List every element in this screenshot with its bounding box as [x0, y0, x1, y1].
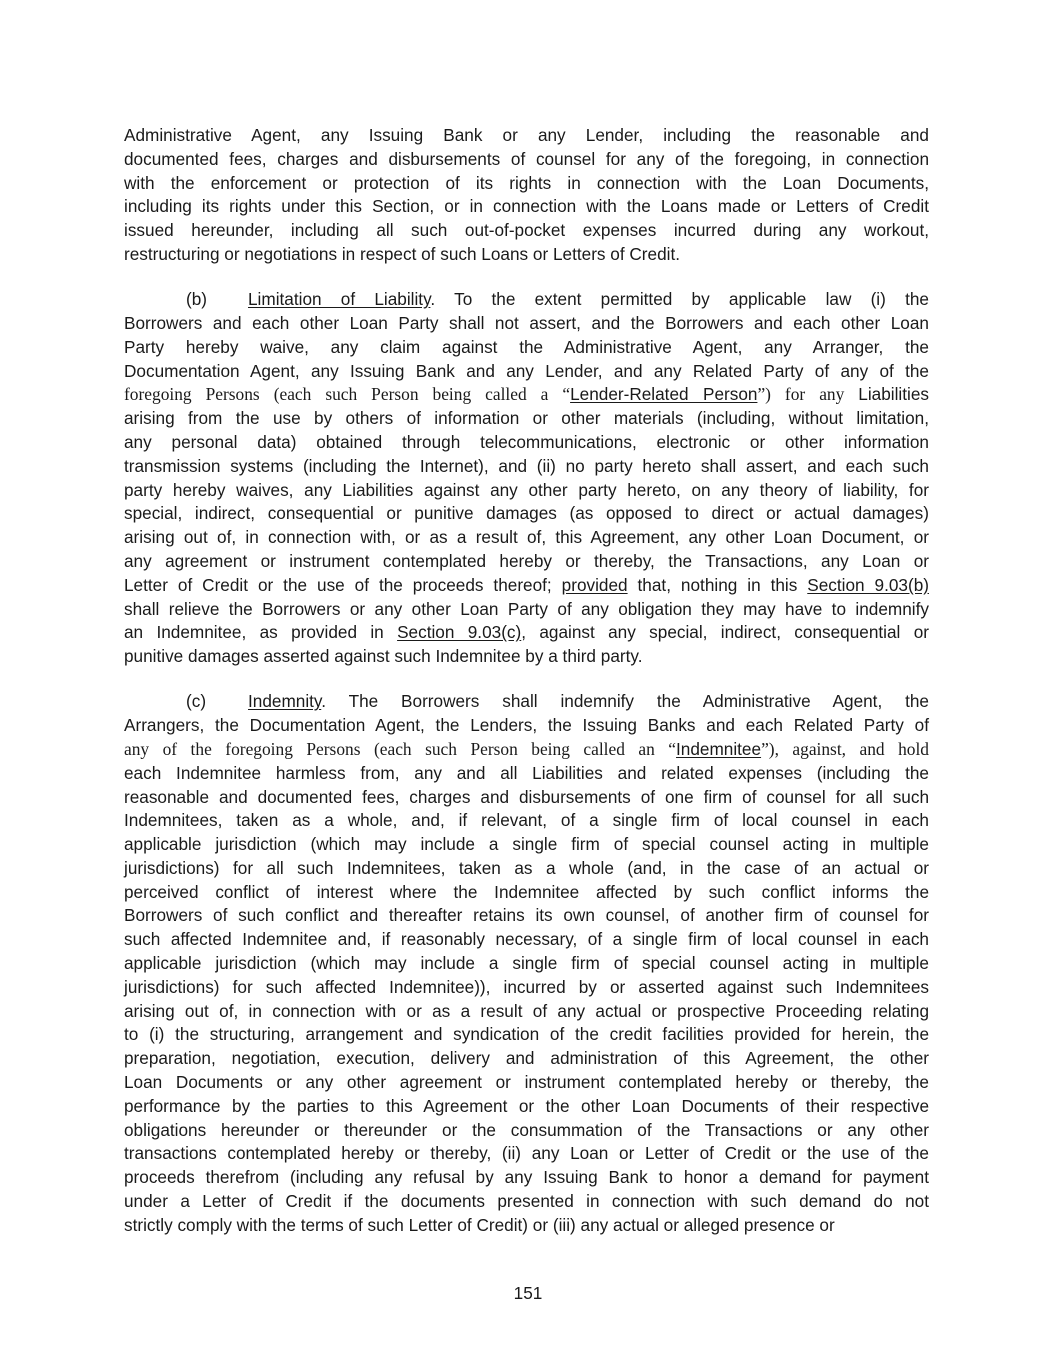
paragraph-a-line: including its rights under this Section, or in connection with the Loans made or Letters of Credit — [124, 196, 929, 217]
paragraph-b-text: ”) for any — [757, 384, 859, 405]
paragraph-c-line: performance by the parties to this Agreement or the other Loan Documents of their respective — [124, 1095, 929, 1116]
paragraph-b-text: Liabilities — [858, 384, 929, 405]
paragraph-c-line: each Indemnitee harmless from, any and all Liabilities and related expenses (including the — [124, 762, 929, 783]
paragraph-c-line: strictly comply with the terms of such Letter of Credit) or (iii) any actual or alleged presence or — [124, 1214, 835, 1235]
paragraph-c-line: transactions contemplated hereby or thereby, (ii) any Loan or Letter of Credit or the use of the — [124, 1143, 929, 1164]
paragraph-a-line: with the enforcement or protection of its rights in connection with the Loan Documents, — [124, 172, 929, 193]
paragraph-c-line: Arrangers, the Documentation Agent, the Lenders, the Issuing Banks and each Related Party of — [124, 715, 929, 736]
paragraph-b-first-line — [124, 288, 929, 312]
section-9-03-c-reference[interactable]: Section 9.03(c) — [397, 622, 522, 643]
paragraph-c-line: applicable jurisdiction (which may include a single firm of special counsel acting in multiple — [124, 834, 929, 855]
paragraph-c-line: Loan Documents or any other agreement or instrument contemplated hereby or thereby, the — [124, 1072, 929, 1093]
page-number: 151 — [513, 1283, 543, 1303]
paragraph-spacer — [124, 267, 929, 288]
paragraph-a-line: restructuring or negotiations in respect of such Loans or Letters of Credit. — [124, 243, 681, 264]
paragraph-b-text: , against any special, indirect, consequential or — [521, 622, 929, 643]
limitation-of-liability-heading: Limitation of Liability — [248, 289, 431, 310]
paragraph-c-line: preparation, negotiation, execution, delivery and administration of this Agreement, the other — [124, 1048, 929, 1069]
paragraph-c-line — [124, 738, 929, 762]
paragraph-c-line: Indemnitees, taken as a whole, and, if relevant, of a single firm of local counsel in each — [124, 810, 929, 831]
paragraph-b-text: foregoing Persons (each such Person being called a “ — [124, 384, 571, 405]
indemnitee-term: Indemnitee — [676, 738, 762, 759]
section-9-03-b-reference[interactable]: Section 9.03(b) — [807, 574, 929, 595]
paragraph-b-line: punitive damages asserted against such Indemnitee by a third party. — [124, 646, 643, 667]
paragraph-b-line: any personal data) obtained through telecommunications, electronic or other information — [124, 431, 929, 452]
paragraph-a-line: documented fees, charges and disbursements of counsel for any of the foregoing, in connection — [124, 148, 929, 169]
paragraph-b-line: transmission systems (including the Internet), and (ii) no party hereto shall assert, and each such — [124, 455, 929, 476]
paragraph-a — [124, 124, 929, 267]
paragraph-b-line: any agreement or instrument contemplated hereby or thereby, the Transactions, any Loan or — [124, 550, 929, 571]
paragraph-c-first-line — [124, 690, 929, 714]
paragraph-b-line: shall relieve the Borrowers or any other Loan Party of any obligation they may have to indemnify — [124, 598, 929, 619]
paragraph-c-line: proceeds therefrom (including any refusal by any Issuing Bank to honor a demand for payment — [124, 1167, 929, 1188]
paragraph-b-label: (b) — [186, 289, 208, 310]
paragraph-c-line: to (i) the structuring, arrangement and syndication of the credit facilities provided for herein, the — [124, 1024, 929, 1045]
paragraph-b-line: special, indirect, consequential or punitive damages (as opposed to direct or actual damages) — [124, 503, 929, 524]
paragraph-c-line: jurisdictions) for all such Indemnitees, taken as a whole (and, in the case of an actual or — [124, 857, 929, 878]
paragraph-c-line: obligations hereunder or thereunder or the consummation of the Transactions or any other — [124, 1119, 929, 1140]
paragraph-c-label: (c) — [186, 691, 207, 712]
paragraph-b-text: an Indemnitee, as provided in — [124, 622, 398, 643]
paragraph-c-line: Borrowers of such conflict and thereafter retains its own counsel, of another firm of counsel for — [124, 905, 929, 926]
paragraph-c — [124, 690, 929, 1237]
provided-term: provided — [561, 574, 628, 595]
paragraph-b-line: party hereby waives, any Liabilities against any other party hereto, on any theory of liability, for — [124, 479, 929, 500]
paragraph-c-line: reasonable and documented fees, charges and disbursements of one firm of counsel for all such — [124, 786, 929, 807]
paragraph-c-line: under a Letter of Credit if the documents presented in connection with such demand do not — [124, 1191, 929, 1212]
paragraph-b-line: Party hereby waive, any claim against the Administrative Agent, any Arranger, the — [124, 336, 929, 357]
document-page — [124, 124, 929, 1238]
paragraph-c-text: any of the foregoing Persons (each such Person being called an “ — [124, 738, 677, 759]
paragraph-c-line: arising out of, in connection with or as a result of any actual or prospective Proceeding relating — [124, 1000, 929, 1021]
paragraph-b-line — [124, 383, 929, 407]
paragraph-b-text: that, nothing in this — [627, 574, 808, 595]
paragraph-c-line: perceived conflict of interest where the Indemnitee affected by such conflict informs the — [124, 881, 929, 902]
paragraph-b — [124, 288, 929, 669]
paragraph-b-line: arising from the use by others of information or other materials (including, without limitation, — [124, 408, 929, 429]
paragraph-b-text: Letter of Credit or the use of the proceeds thereof; — [124, 574, 562, 595]
paragraph-a-line: Administrative Agent, any Issuing Bank or any Lender, including the reasonable and — [124, 125, 929, 145]
paragraph-b-line: arising out of, in connection with, or as a result of, this Agreement, any other Loan Document, or — [124, 527, 929, 548]
paragraph-c-line: jurisdictions) for such affected Indemnitee)), incurred by or asserted against such Indemnitees — [124, 976, 929, 997]
paragraph-c-text: . The Borrowers shall indemnify the Administrative Agent, the — [321, 691, 929, 712]
paragraph-b-line — [124, 574, 929, 598]
paragraph-c-line: such affected Indemnitee and, if reasonably necessary, of a single firm of local counsel in each — [124, 929, 929, 950]
paragraph-c-line: applicable jurisdiction (which may include a single firm of special counsel acting in multiple — [124, 953, 929, 974]
paragraph-a-line: issued hereunder, including all such out-of-pocket expenses incurred during any workout, — [124, 220, 929, 241]
paragraph-b-text: . To the extent permitted by applicable law (i) the — [430, 289, 929, 310]
paragraph-c-text: ”), against, and hold — [761, 738, 929, 759]
paragraph-b-line: Documentation Agent, any Issuing Bank and any Lender, and any Related Party of any of the — [124, 360, 929, 381]
paragraph-b-line: Borrowers and each other Loan Party shall not assert, and the Borrowers and each other Loan — [124, 312, 929, 333]
paragraph-b-line — [124, 621, 929, 645]
lender-related-person-term: Lender-Related Person — [570, 384, 758, 405]
paragraph-spacer — [124, 669, 929, 690]
indemnity-heading: Indemnity — [248, 691, 322, 712]
